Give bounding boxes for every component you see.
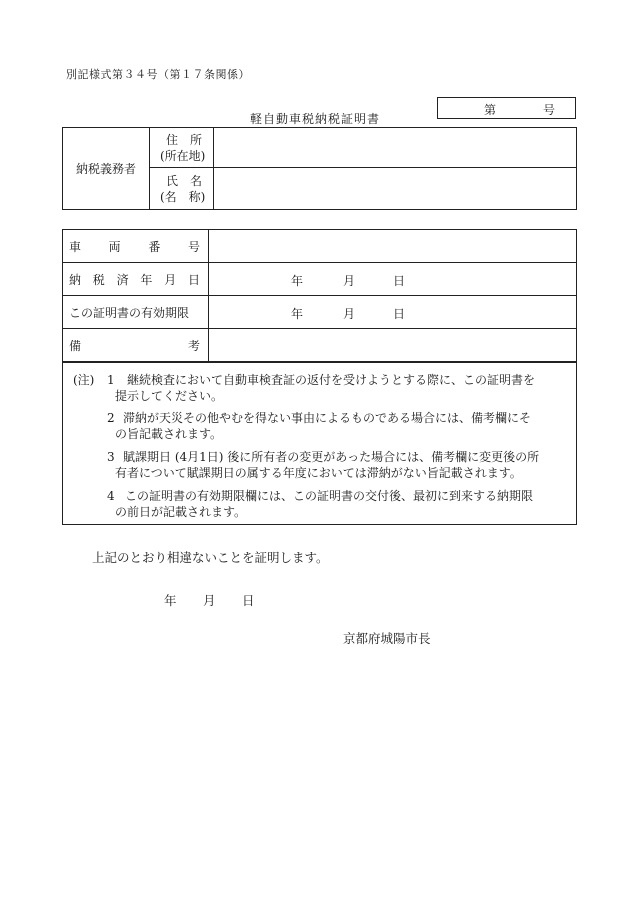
notes-prefix: (注) <box>73 373 95 387</box>
name-label: 氏 名 (名 称) <box>150 168 214 210</box>
sign-date-year: 年 <box>164 593 177 608</box>
certification-statement: 上記のとおり相違ないことを証明します。 <box>92 550 329 565</box>
form-id: 別記様式第３４号（第１７条関係） <box>66 68 250 81</box>
number-suffix: 号 <box>542 103 555 117</box>
document-title: 軽自動車税納税証明書 <box>249 112 380 126</box>
remarks-field[interactable] <box>209 329 577 362</box>
remarks-label: 備 考 <box>63 329 209 362</box>
validity-period-field[interactable]: 年 月 日 <box>209 296 577 329</box>
tax-paid-date-label: 納 税 済 年 月 日 <box>63 263 209 296</box>
sign-date-day: 日 <box>242 593 255 608</box>
details-table <box>62 229 577 362</box>
vehicle-number-label: 車 両 番 号 <box>63 230 209 263</box>
name-field[interactable] <box>214 168 577 210</box>
sign-date-month: 月 <box>203 593 216 608</box>
address-field[interactable] <box>214 128 577 168</box>
vehicle-number-field[interactable] <box>209 230 577 263</box>
taxpayer-label: 納税義務者 <box>63 128 150 210</box>
number-prefix: 第 <box>484 103 497 117</box>
tax-paid-date-field[interactable]: 年 月 日 <box>209 263 577 296</box>
validity-period-label: この証明書の有効期限 <box>63 296 209 329</box>
notes-box: (注) 1 継続検査において自動車検査証の返付を受けようとする際に、この証明書を 提示してください。 2 滞納が天災その他やむを得ない事由によるものである場合には、備考欄にそ の旨記載されます。 3 賦課期日 (4月1日) 後に所有者の変更があった場合には、備考欄に変更後の所 有者について賦課期日の属する年度においては滞納がない旨記載されます。 4 この証明書の有効期限欄には、この証明書の交付後、最初に到来する納期限 の前日が記載されます。 <box>62 362 577 525</box>
address-label: 住 所 (所在地) <box>150 128 214 168</box>
taxpayer-table <box>62 127 577 210</box>
issuer-name: 京都府城陽市長 <box>343 631 431 646</box>
